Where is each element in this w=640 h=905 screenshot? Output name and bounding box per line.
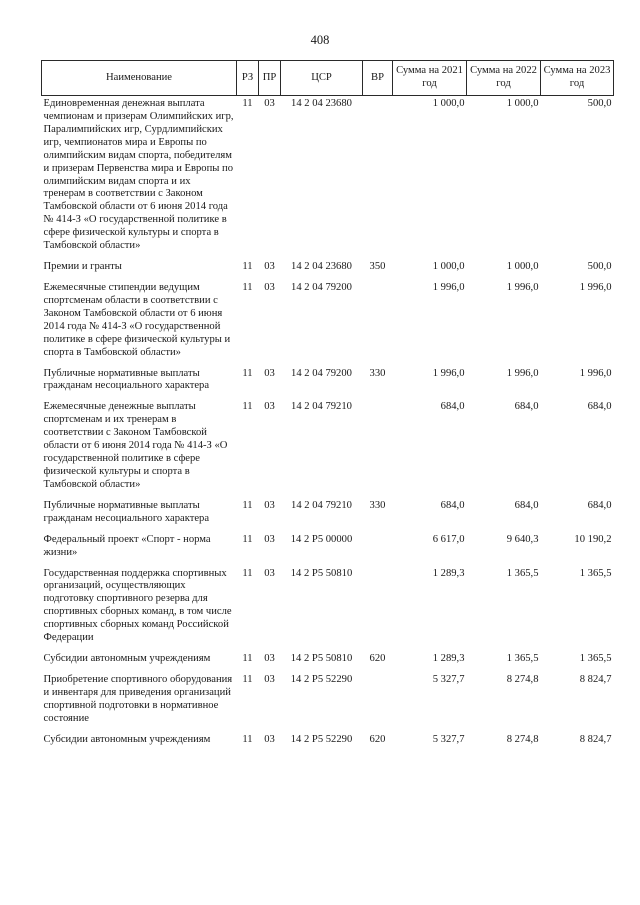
- row-csr: 14 2 P5 52290: [290, 733, 353, 745]
- row-vr: [363, 401, 393, 499]
- row-vr: 620: [369, 653, 386, 665]
- row-sum-2021: 5 327,7: [432, 673, 465, 685]
- row-vr: [363, 674, 393, 734]
- row-sum-2021: 1 996,0: [432, 281, 465, 293]
- row-pr: 03: [264, 98, 275, 109]
- row-vr: 330: [369, 367, 386, 379]
- row-rz: 11: [242, 367, 253, 379]
- table-row: [42, 368, 614, 402]
- row-csr: 14 2 04 79200: [291, 367, 352, 379]
- row-vr: 350: [369, 261, 386, 273]
- row-name: Публичные нормативные выплаты гражданам несоциального характера: [43, 499, 210, 524]
- row-name: Премии и гранты: [43, 261, 122, 273]
- row-pr: 03: [264, 653, 275, 665]
- row-sum-2023: 1 365,5: [579, 653, 612, 665]
- row-vr: 620: [369, 733, 386, 745]
- row-vr: [363, 96, 393, 262]
- header-name: Наименование: [42, 61, 237, 96]
- row-pr: 03: [264, 281, 275, 293]
- table-row: [42, 734, 614, 755]
- row-csr: 14 2 04 79210: [291, 401, 352, 413]
- row-sum-2021: 1 289,3: [432, 653, 465, 665]
- table-row: [42, 96, 614, 262]
- table-row: [42, 500, 614, 534]
- table-row: [42, 282, 614, 368]
- table-header: [42, 61, 614, 96]
- row-rz: 11: [242, 401, 253, 413]
- row-sum-2023: 1 996,0: [579, 281, 612, 293]
- row-sum-2022: 1 996,0: [506, 281, 539, 293]
- row-sum-2023: 500,0: [587, 261, 612, 273]
- row-sum-2022: 1 996,0: [506, 367, 539, 379]
- row-csr: 14 2 P5 52290: [290, 673, 353, 685]
- table-row: [42, 568, 614, 654]
- row-vr: 330: [369, 499, 386, 511]
- row-csr: 14 2 04 23680: [291, 261, 352, 273]
- row-sum-2023: 1 365,5: [579, 567, 612, 579]
- header-vr: ВР: [363, 61, 393, 96]
- row-name: Единовременная денежная выплата чемпионам и призерам Олимпийских игр, Паралимпийских игр, Сурдлимпийских игр, чемпионатов мира и Европы по олимпийским видам спорта, победителям и призерам Первенства мира и Европы по олимпийским видам спорта и их тренерам в соответствии с Законом Тамбовской области от 6 июня 2014 года № 414-З «О государственной политике в сфере физической культуры и спорта в Тамбовской области»: [43, 98, 234, 252]
- row-rz: 11: [242, 261, 253, 273]
- row-sum-2021: 6 617,0: [432, 533, 465, 545]
- row-sum-2022: 8 274,8: [506, 673, 539, 685]
- row-name: Субсидии автономным учреждениям: [43, 653, 211, 665]
- row-sum-2022: 1 365,5: [506, 567, 539, 579]
- row-pr: 03: [264, 533, 275, 545]
- row-name: Субсидии автономным учреждениям: [43, 733, 211, 745]
- row-sum-2022: 1 000,0: [506, 261, 539, 273]
- row-pr: 03: [264, 673, 275, 685]
- row-name: Федеральный проект «Спорт - норма жизни»: [43, 533, 211, 558]
- row-rz: 11: [242, 281, 253, 293]
- row-sum-2021: 1 000,0: [432, 98, 465, 109]
- row-sum-2022: 1 365,5: [506, 653, 539, 665]
- row-vr: [363, 568, 393, 654]
- row-csr: 14 2 P5 50810: [290, 567, 353, 579]
- header-rz: РЗ: [237, 61, 259, 96]
- row-rz: 11: [242, 733, 253, 745]
- row-pr: 03: [264, 733, 275, 745]
- row-pr: 03: [264, 401, 275, 413]
- row-sum-2023: 684,0: [587, 499, 612, 511]
- row-sum-2021: 1 289,3: [432, 567, 465, 579]
- row-csr: 14 2 04 79200: [291, 281, 352, 293]
- row-sum-2023: 8 824,7: [579, 673, 612, 685]
- row-sum-2021: 684,0: [440, 499, 465, 511]
- row-name: Ежемесячные стипендии ведущим спортсменам области в соответствии с Законом Тамбовской области от 6 июня 2014 года № 414-З «О государственной политике в сфере физической культуры и спорта в Тамбовской области»: [43, 281, 231, 358]
- row-sum-2023: 1 996,0: [579, 367, 612, 379]
- row-name: Государственная поддержка спортивных организаций, осуществляющих подготовку спортивного резерва для спортивных сборных команд, в том числе спортивных сборных команд Российской Федерации: [43, 567, 232, 644]
- row-pr: 03: [264, 567, 275, 579]
- row-rz: 11: [242, 673, 253, 685]
- row-rz: 11: [242, 533, 253, 545]
- row-sum-2021: 5 327,7: [432, 733, 465, 745]
- row-name: Ежемесячные денежные выплаты спортсменам и их тренерам в соответствии с Законом Тамбовской области от 6 июня 2014 года № 414-З «О государственной политике в сфере физической культуры и спорта в Тамбовской области»: [43, 401, 228, 490]
- budget-table: [41, 60, 614, 755]
- row-vr: [363, 534, 393, 568]
- table-row: [42, 261, 614, 282]
- row-sum-2022: 9 640,3: [506, 533, 539, 545]
- row-pr: 03: [264, 367, 275, 379]
- table-row: [42, 653, 614, 674]
- row-name: Приобретение спортивного оборудования и инвентаря для приведения организаций спортивной подготовки в нормативное состояние: [43, 673, 233, 724]
- row-rz: 11: [242, 567, 253, 579]
- row-sum-2021: 1 000,0: [432, 261, 465, 273]
- row-csr: 14 2 P5 50810: [290, 653, 353, 665]
- table-row: [42, 401, 614, 499]
- row-pr: 03: [264, 261, 275, 273]
- row-sum-2023: 8 824,7: [579, 733, 612, 745]
- header-csr: ЦСР: [281, 61, 363, 96]
- header-sum-2022: Сумма на 2022 год: [467, 61, 541, 96]
- row-vr: [363, 282, 393, 368]
- row-csr: 14 2 04 23680: [291, 98, 352, 109]
- header-sum-2023: Сумма на 2023 год: [541, 61, 614, 96]
- row-sum-2022: 684,0: [514, 499, 539, 511]
- table-body: [42, 96, 614, 755]
- row-rz: 11: [242, 499, 253, 511]
- header-sum-2021: Сумма на 2021 год: [393, 61, 467, 96]
- row-sum-2023: 10 190,2: [574, 533, 612, 545]
- page-number: 408: [310, 33, 330, 47]
- row-sum-2022: 8 274,8: [506, 733, 539, 745]
- row-rz: 11: [242, 653, 253, 665]
- row-sum-2023: 684,0: [587, 401, 612, 413]
- row-name: Публичные нормативные выплаты гражданам несоциального характера: [43, 367, 210, 392]
- row-sum-2022: 1 000,0: [506, 98, 539, 109]
- row-sum-2023: 500,0: [587, 98, 612, 109]
- row-sum-2021: 1 996,0: [432, 367, 465, 379]
- row-csr: 14 2 04 79210: [291, 499, 352, 511]
- row-sum-2022: 684,0: [514, 401, 539, 413]
- header-pr: ПР: [259, 61, 281, 96]
- row-rz: 11: [242, 98, 253, 109]
- row-pr: 03: [264, 499, 275, 511]
- row-sum-2021: 684,0: [440, 401, 465, 413]
- table-row: [42, 534, 614, 568]
- row-csr: 14 2 P5 00000: [290, 533, 353, 545]
- table-row: [42, 674, 614, 734]
